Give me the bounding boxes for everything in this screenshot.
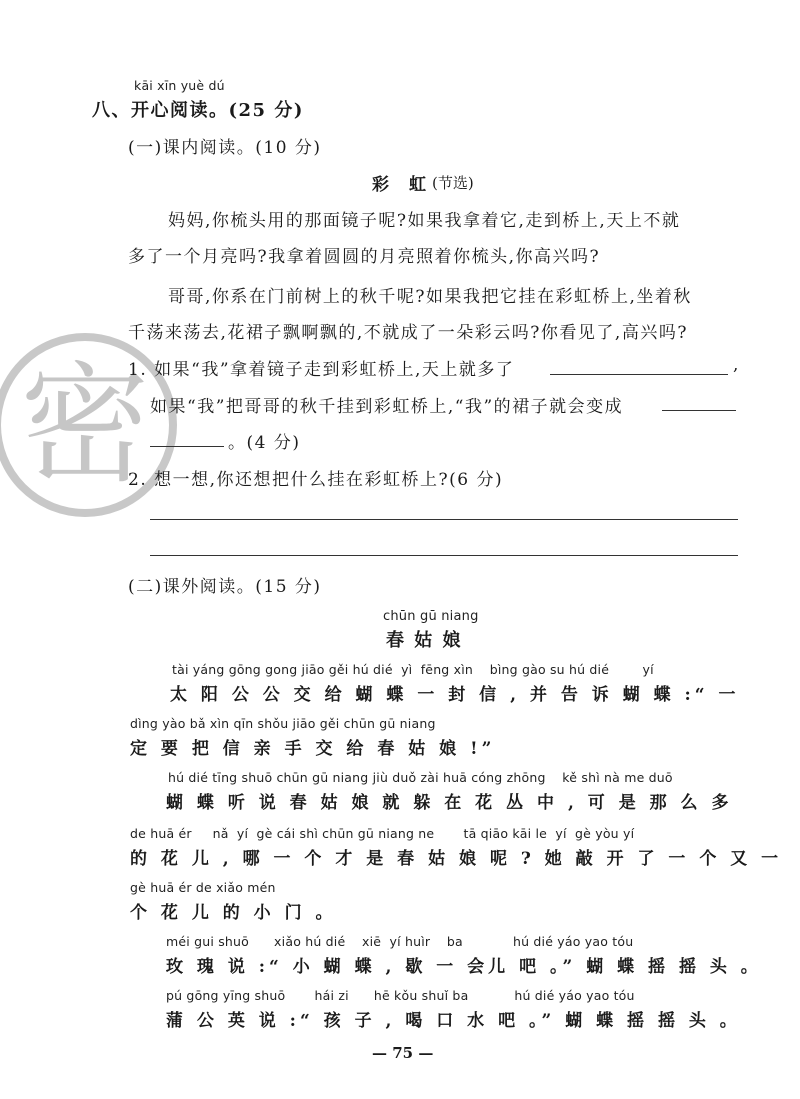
story-text: 个 花 儿 的 小 门 。: [130, 903, 337, 923]
story-text: 玫 瑰 说 :“ 小 蝴 蝶 , 歇 一 会儿 吧 。” 蝴 蝶 摇 摇 头 。: [166, 957, 762, 977]
story-pinyin: de huā ér nǎ yí gè cái shì chūn gū niang ne tā qiāo kāi le yí gè yòu yí: [130, 826, 635, 841]
question-1-line-2: 如果“我”把哥哥的秋千挂到彩虹桥上,“我”的裙子就会变成: [150, 397, 624, 417]
answer-blank-1[interactable]: [550, 374, 728, 375]
part1-heading: (一)课内阅读。(10 分): [128, 138, 322, 158]
section-title: 八、开心阅读。(25 分): [92, 100, 304, 121]
story-text: 蒲 公 英 说 :“ 孩 子 , 喝 口 水 吧 。” 蝴 蝶 摇 摇 头 。: [166, 1011, 741, 1031]
story-pinyin: pú gōng yīng shuō hái zi hē kǒu shuǐ ba hú dié yáo yao tóu: [166, 988, 635, 1003]
answer-blank-2b[interactable]: [150, 446, 224, 447]
poem-note: (节选): [432, 174, 474, 192]
question-2: 2. 想一想,你还想把什么挂在彩虹桥上?(6 分): [128, 470, 504, 490]
story-pinyin: gè huā ér de xiǎo mén: [130, 880, 276, 895]
page-number: — 75 —: [372, 1044, 434, 1062]
story-text: 的 花 儿 , 哪 一 个 才 是 春 姑 娘 呢 ? 她 敲 开 了 一 个 又 一: [130, 849, 783, 869]
svg-text:密: 密: [19, 349, 151, 501]
answer-line-2[interactable]: [150, 555, 738, 556]
poem-paragraph: 多了一个月亮吗?我拿着圆圆的月亮照着你梳头,你高兴吗?: [128, 247, 601, 267]
poem-paragraph: 哥哥,你系在门前树上的秋千呢?如果我把它挂在彩虹桥上,坐着秋: [168, 287, 692, 307]
part2-heading: (二)课外阅读。(15 分): [128, 577, 322, 597]
story-pinyin: tài yáng gōng gong jiāo gěi hú dié yì fēng xìn bìng gào su hú dié yí: [172, 662, 654, 677]
answer-blank-2a[interactable]: [662, 410, 736, 411]
story-text: 蝴 蝶 听 说 春 姑 娘 就 躲 在 花 丛 中 , 可 是 那 么 多: [166, 793, 733, 813]
question-1-line-3: 。(4 分): [228, 433, 301, 453]
story-title-pinyin: chūn gū niang: [383, 609, 479, 624]
poem-title: 彩 虹: [372, 175, 428, 195]
section-pinyin: kāi xīn yuè dú: [134, 78, 225, 93]
question-1-comma: ,: [733, 355, 740, 375]
question-1-line-1: 1. 如果“我”拿着镜子走到彩虹桥上,天上就多了: [128, 360, 515, 380]
story-title: 春 姑 娘: [386, 630, 463, 651]
story-text: 定 要 把 信 亲 手 交 给 春 姑 娘 !”: [130, 739, 496, 759]
story-pinyin: hú dié tīng shuō chūn gū niang jiù duǒ zài huā cóng zhōng kě shì nà me duō: [168, 770, 673, 785]
answer-line-1[interactable]: [150, 519, 738, 520]
story-pinyin: méi gui shuō xiǎo hú dié xiē yí huìr ba hú dié yáo yao tóu: [166, 934, 634, 949]
story-pinyin: dìng yào bǎ xìn qīn shǒu jiāo gěi chūn gū niang: [130, 716, 436, 731]
story-text: 太 阳 公 公 交 给 蝴 蝶 一 封 信 , 并 告 诉 蝴 蝶 :“ 一: [170, 685, 740, 705]
poem-paragraph: 千荡来荡去,花裙子飘啊飘的,不就成了一朵彩云吗?你看见了,高兴吗?: [128, 323, 688, 343]
poem-paragraph: 妈妈,你梳头用的那面镜子呢?如果我拿着它,走到桥上,天上不就: [168, 211, 681, 231]
